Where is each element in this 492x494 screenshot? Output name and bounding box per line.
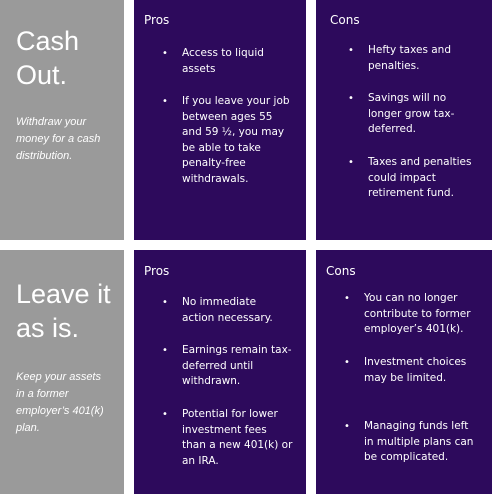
bullet-icon: • bbox=[344, 293, 350, 304]
option-summary bbox=[0, 0, 124, 240]
list-item: • Savings will no longer grow tax- deferred. bbox=[348, 92, 455, 135]
bullet-icon: • bbox=[162, 409, 168, 420]
pros-panel bbox=[134, 0, 306, 240]
list-item: • Hefty taxes and penalties. bbox=[348, 44, 452, 72]
bullet-icon: • bbox=[348, 45, 354, 56]
cons-heading: Cons bbox=[326, 264, 356, 278]
option-title: Leave it as is. bbox=[16, 279, 111, 343]
bullet-icon: • bbox=[162, 96, 168, 107]
option-title: Cash Out. bbox=[16, 26, 80, 90]
bullet-icon: • bbox=[348, 93, 354, 104]
cons-panel bbox=[316, 250, 492, 494]
list-item: • No immediate action necessary. bbox=[162, 296, 273, 324]
cons-heading: Cons bbox=[330, 13, 360, 27]
option-summary bbox=[0, 250, 124, 494]
pros-heading: Pros bbox=[144, 264, 170, 278]
bullet-icon: • bbox=[162, 345, 168, 356]
option-description: Keep your assets in a former employer’s 401(k) plan. bbox=[16, 371, 104, 434]
bullet-icon: • bbox=[348, 157, 354, 168]
option-leave-as-is bbox=[0, 250, 492, 494]
list-item: • Access to liquid assets bbox=[162, 47, 264, 75]
list-item: • If you leave your job between ages 55 and 59 ½, you may be able to take penalty-free withdrawals. bbox=[162, 95, 290, 185]
list-item: • Earnings remain tax- deferred until withdrawn. bbox=[162, 344, 292, 387]
list-item: • Potential for lower investment fees than a new 401(k) or an IRA. bbox=[162, 408, 293, 467]
list-item: • Investment choices may be limited. bbox=[344, 356, 467, 384]
bullet-icon: • bbox=[162, 297, 168, 308]
pros-panel bbox=[134, 250, 306, 494]
bullet-icon: • bbox=[344, 421, 350, 432]
option-cash-out bbox=[0, 0, 492, 240]
list-item: • Managing funds left in multiple plans can be complicated. bbox=[344, 420, 474, 463]
pros-heading: Pros bbox=[144, 13, 170, 27]
cons-panel bbox=[316, 0, 492, 240]
option-description: Withdraw your money for a cash distribution. bbox=[16, 116, 101, 162]
bullet-icon: • bbox=[162, 48, 168, 59]
bullet-icon: • bbox=[344, 357, 350, 368]
list-item: • You can no longer contribute to former employer’s 401(k). bbox=[344, 292, 471, 335]
list-item: • Taxes and penalties could impact retirement fund. bbox=[348, 156, 472, 199]
